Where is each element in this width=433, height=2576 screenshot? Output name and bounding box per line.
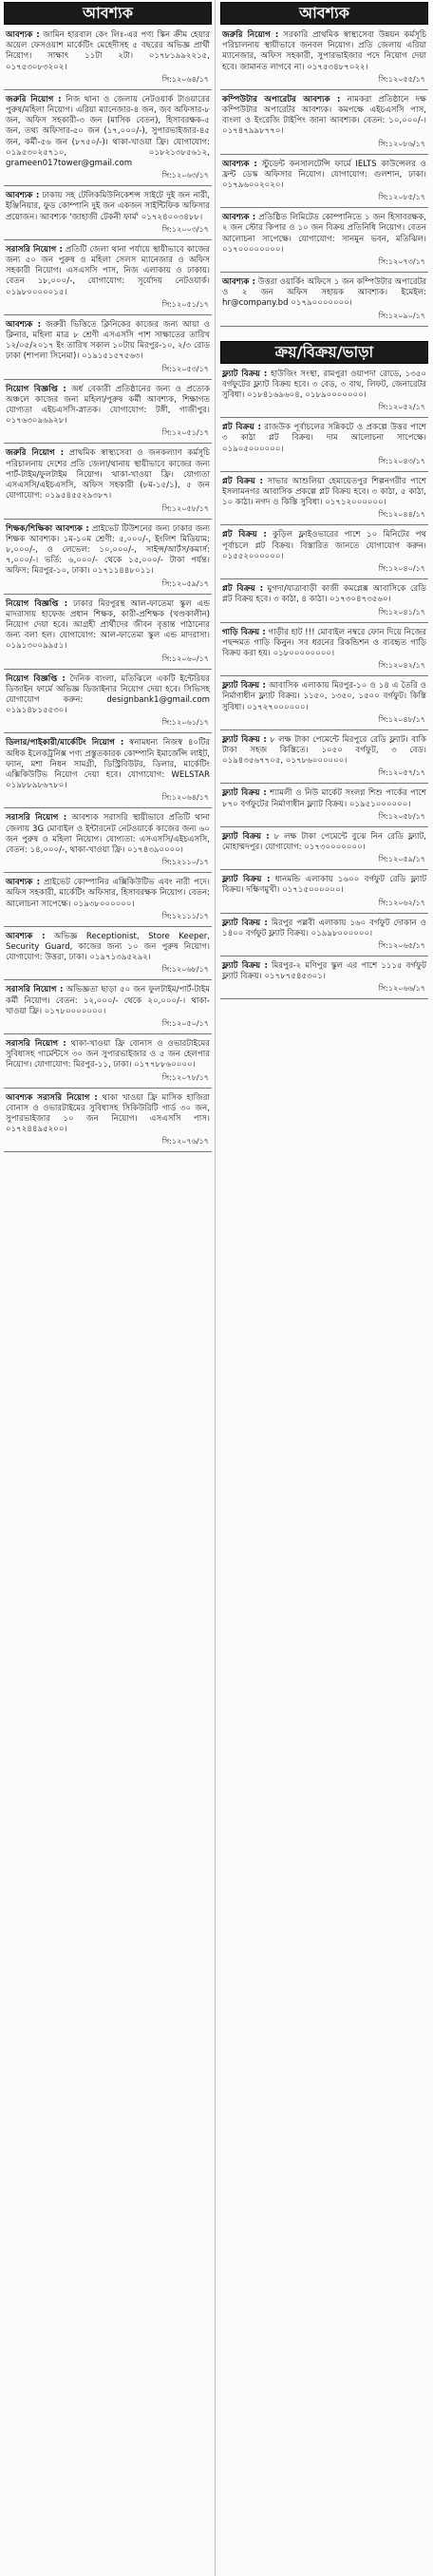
ad-reference-code: সি:১২০৬৬/১৭ [378, 984, 425, 994]
classified-ad: ফ্ল্যাট বিক্রয় : ৮ লক্ষ টাকা পেমেন্টে বুঝে নিন রেডি ফ্ল্যাট, মোহাম্মদপুর। যোগাযোগ: ০১৭৩০০০০০০০। [222, 831, 426, 852]
classified-ad: প্লট বিক্রয় : সাভার আশুলিয়া হেমায়েতপুর শিল্পনগরীর পাশে ইসলামনগর আবাসিক প্রকল্পে প্লট বিক্রয় হবে। ৩ কাঠা, ৫ কাঠা, ১০ কাঠা। নগদ ও কিস্তি সুবিধা। ০১৭১২০০০০০০। [222, 476, 427, 508]
classified-ad: সরাসরি নিয়োগ : থাকা-খাওয়া ফ্রি বোনাস ও ওভারটাইমের সুবিধাসহ গার্মেন্টসে ৩০ জন সুপারভাইজার ও ৫ জন হেলপার নিয়োগ। যোগাযোগ: মিরপুর-১১, ঢাকা। ০১৭৭৮৮৬০০০০। [6, 1039, 210, 1070]
classified-ad: আবশ্যক সরাসরি নিয়োগ : থাকা খাওয়া ফ্রি মাসিক হাজিরা বোনাস ও ওভারটাইমের সুবিধাসহ সিকিউরিটি গার্ড ৩০ জন, সুপারভাইজার ১০ জন নিয়োগ। এসএসসি পাস। ০১৭২৪৪৯৫২০০। [6, 1092, 211, 1135]
classified-ad: আবশ্যক : উত্তরা ওয়ার্কিং অফিসে ১ জন কম্পিউটার অপারেটর ও ২ জন অফিস সহায়ক আবশ্যক। ইমেইল: hr@company.bd ০১৭৯০০০০০০০। [222, 277, 426, 309]
ad-separator [220, 729, 428, 730]
ad-reference-code: সি:১২০৫৭/১৭ [378, 768, 425, 778]
classified-ad: আবশ্যক : জামিন হারবাল কেং লিঃ-এর পণ্য স্কিন ক্রীম হেয়ার অয়েল ফেসওয়াশ মার্কেটিং মেহেদীসহ ৫ বছরের অভিজ্ঞ প্রার্থী নিয়োগ। সাক্ষাৎ ১১টা ২টা। ০১৭৮১৯৯২২১৫, ০১৭৫৩০৮৩২০২। [6, 30, 210, 72]
ad-reference-code: সি:১২০৪৮/১৭ [378, 714, 425, 724]
ad-separator [220, 998, 428, 999]
ad-reference-code: সি:১২০৭৮/১৭ [161, 1072, 209, 1082]
ad-reference-code: সি:১২০৪৪/১৭ [378, 510, 425, 520]
ad-reference-code: সি:১২০৫৫/১৭ [378, 74, 425, 84]
ad-separator [4, 872, 212, 873]
classified-ad: জরুরি নিয়োগ : নিজ থানা ও জেলায় নেটওয়ার্ক টাওয়ারের পুরুষ/মহিলা নিয়োগ। এরিয়া ম্যানেজার-৪ জন, জব অফিসার-৮ জন, অফিস সহকারী-৩ জন (মাসিক বেতন), হিসাবরক্ষক-৫ জন, তথ্য অফিসার-৫০ জন (১৭,০০০/-), সুপারভাইজার-৪৫ জন, কর্মী-৫৬ জন (৮৭৫০/-)। থাকা-খাওয়া ফ্রি। যোগাযোগ: ০১৯৫৩০২৫৭১০, ০১৮২১৩৮৫৬১২, grameen017tower@gmail.com [6, 94, 210, 169]
ad-separator [4, 1033, 212, 1034]
ad-reference-code: সি:১২০৪১/১৭ [378, 607, 425, 616]
right-column [220, 0, 428, 1002]
ad-reference-code: সি:১২০৫৯/১৭ [161, 578, 209, 588]
ad-reference-code: সি:১২০৬৪/১৭ [161, 793, 209, 803]
classified-ad: সরাসরি নিয়োগ : প্রতিটি জেলা থানা পর্যায়ে স্থায়ীভাবে কাজের জন্য ৫০ জন পুরুষ ও মহিলা সেলস ম্যানেজার ও অফিস সহকারী নিয়োগ। এসএসসি পাস, নিজ এলাকায় ও ঢাকায়। বেতন ১৮,০০০/-, যোগাযোগ: সূর্যোদয় নেটওয়ার্ক। ০১৯৮০০০০০১৫। [6, 244, 210, 297]
classified-ad: ফ্ল্যাট বিক্রয় : মিরপুর-২ মণিপুর স্কুল এর পাশে ১১১৫ বর্গফুট ফ্ল্যাট বিক্রয়। ০১৭৮৭৫৪৫৩০১। [222, 960, 426, 982]
ad-reference-code: সি:১২০৫১/১৭ [161, 299, 209, 309]
right-ads-list [220, 28, 428, 327]
ad-separator [4, 443, 212, 444]
ad-separator [4, 239, 212, 240]
ad-separator [220, 578, 428, 579]
ad-reference-code: সি:১২০৪০/১৭ [378, 564, 425, 574]
classified-ad: কম্পিউটার অপারেটর আবশ্যক : নামকরা প্রতিষ্ঠানে দক্ষ কম্পিউটার অপারেটর আবশ্যক। কমপক্ষে এইচএসসি পাস, বাংলা ও ইংরেজি টাইপিং জানা আবশ্যক। বেতন: ১০,০০০/-। ০১৭৪৭৯৯৮৭৭০। [222, 94, 426, 137]
ad-separator [220, 417, 428, 418]
ad-reference-code: সি:১২০৬২/১৭ [378, 898, 425, 907]
classified-ad: গাড়ি বিক্রয় : গাড়ীর হাট !!! মোবাইল নম্বরে ফোন দিয়ে নিজের পছন্দমত গাড়ি কিনুন। সব ধরনের রিকন্ডিশন ও ব্যবহৃত গাড়ি বিক্রয় করা হয়। ০১৮০০০০০০০০। [222, 627, 426, 658]
ad-reference-code: সি:১২০৬৪/১৭ [161, 74, 209, 84]
section-heading-wanted-left: আবশ্যক [4, 2, 212, 25]
classified-ad: ফ্ল্যাট বিক্রয় : মিরপুর পল্লবী এলাকায় ১৬০ বর্গফুট দোকান ও ১৪০০ বর্গফুট ফ্ল্যাট বিক্রয়। ০১৯৯৮০০০০০০। [222, 918, 426, 938]
left-column [4, 0, 212, 1155]
ad-separator [4, 669, 212, 670]
classified-ad: আবশ্যক : প্রতিষ্ঠিত লিমিটেড কোম্পানিতে ১ জন হিসাবরক্ষক, ২ জন স্টোর কিপার ও ১০ জন বিক্রয় প্রতিনিধি নিয়োগ। বেতন আলোচনা সাপেক্ষে। যোগাযোগ: সানমুন ভবন, মতিঝিল। ০১৭০০০০০০০০। [222, 213, 427, 255]
classified-ad: নিয়োগ বিজ্ঞপ্তি : দৈনিক বাংলা, মতিঝিলে একটি ইন্টেরিয়র ডিজাইন ফার্মে অভিজ্ঞ ডিজাইনার নিয়োগ দেয়া হবে। সিভিসহ যোগাযোগ করুন: designbank1@gmail.com ০১৯১৪৮১৫৫৩০। [6, 673, 210, 716]
classified-ad: ফ্ল্যাট বিক্রয় : আবাসিক এলাকায় মিরপুর-১০ ও ১৪ এ তৈরি ও নির্মাণাধীন ফ্ল্যাট বিক্রয়। ১১৫০, ১৩৫০, ১৫০০ বর্গফুট। কিস্তি সুবিধা। ০১৭২৭০০০০০০। [222, 681, 426, 712]
classified-ad: ডিলার/পাইকারী/মার্কেটিং নিয়োগ : স্বনামধন্য নিজস্ব ৪০টির অধিক ইলেকট্রনিক্স পণ্য প্রস্তুতকারক কোম্পানি ইমার্জেন্সি লাইট, ফ্যান, মশা নিধন সামগ্রী, ডিস্ট্রিবিউটর, ডিলার, মার্কেটিং এক্সিকিউটিভ নিয়োগ দেয়া হবে। যোগাযোগ: WELSTAR ০১৯৮৮৯৮৬৭৮০। [6, 738, 210, 791]
ad-reference-code: সি:১২১১১/১৭ [161, 911, 209, 920]
classified-ad: আবশ্যক : প্রাইভেট কোম্পানির এক্সিকিউটিভ এবং নারী পদে। অফিস সহকারী, মার্কেটিং অফিসার, হিসাবরক্ষক নিয়োগ। বেতন: আলোচনা সাপেক্ষে। ০১৯৩৮০০০০০০। [6, 878, 211, 909]
classified-ad: জরুরি নিয়োগ : প্রাথমিক স্বাস্থ্যসেবা ও জনকল্যাণ কর্মসূচি পরিচালনায় দেশের প্রতি জেলা/থানায় স্থায়ীভাবে কাজের জন্য পার্ট-টাইম/ফুলটাইম নিয়োগ। থাকা-খাওয়া ফ্রি। যোগ্যতা এসএসসি/এইচএসসি, অফিস সহকারী (৮ম-১৫/১), ৫ জন যোগাযোগ: ০১৯৫৪৫৫২৯৩৮৭। [6, 448, 210, 502]
ad-separator [220, 326, 428, 327]
ad-reference-code: সি:১২১১০/১৭ [161, 858, 209, 867]
ad-separator [220, 956, 428, 957]
ad-reference-code: সি:১২০৬১/১৭ [161, 718, 209, 728]
ad-separator [220, 89, 428, 90]
classified-ad: প্লট বিক্রয় : মুগদা/যাত্রাবাড়ী কাজী কমপ্লেক্স আবাসিকে রেডি প্লট বিক্রয় হবে। ৩ কাঠা, ৪ কাঠা। ০১৭৩০৪৭৩৫৬০। [222, 584, 426, 605]
ad-separator [220, 913, 428, 914]
section-heading-wanted-right: আবশ্যক [220, 2, 428, 25]
ad-reference-code: সি:১২০০৩/১৭ [161, 224, 209, 234]
ad-reference-code: সি:১২০৬০/১৭ [161, 653, 209, 663]
ad-reference-code: সি:১২০৬৮/১৭ [161, 965, 209, 975]
ad-separator [220, 675, 428, 676]
ad-separator [220, 471, 428, 472]
ad-separator [4, 314, 212, 315]
ad-reference-code: সি:১২০৯০/১৭ [378, 311, 425, 320]
ad-separator [4, 926, 212, 927]
ad-separator [220, 869, 428, 870]
ad-reference-code: সি:১২০৪২/১৭ [378, 661, 425, 671]
ad-separator [4, 807, 212, 808]
ad-reference-code: সি:১২০৫৮/১৭ [378, 811, 425, 821]
ad-separator [220, 154, 428, 155]
ad-reference-code: সি:১২০৫৩/১৭ [161, 364, 209, 373]
classified-ad: নিয়োগ বিজ্ঞপ্তি : অর্ধ বেকারী প্রতিষ্ঠানের জন্য ও প্রত্যেক অঞ্চলে কাজের জন্য মহিলা/পুরুষ কর্মী আবশ্যক, শিক্ষাগত যোগ্যতা এইচএসসি-স্নাতক। যোগাযোগ: টঙ্গী, গাজীপুর। ০১৭৬৩০৯৬৯২৮। [6, 384, 210, 426]
ad-reference-code: সি:১২০৮৬/১৭ [378, 139, 425, 148]
ad-separator [4, 519, 212, 520]
ad-reference-code: সি:১২০৬৫/১৭ [378, 940, 425, 950]
classified-ad: জরুরি নিয়োগ : সরকারি প্রাথমিক স্বাস্থ্যসেবা উন্নয়ন কর্মসূচি পরিচালনায় স্থায়ীভাবে জনবল নিয়োগ। প্রতি জেলায় এরিয়া ম্যানেজার, অফিস সহকারী, সুপারভাইজার পদে নিয়োগ দেয়া হবে। জামানত লাগবে না। ০১৭৫৩৪৮৭০২২। [222, 30, 427, 72]
classified-ad: ফ্ল্যাট বিক্রয় : শ্যামলী ও নিউ মার্কেট সংলগ্ন শিশু পার্কের পাশে ৮৭০ বর্গফুটের নির্মাণাধীন ফ্ল্যাট বিক্রয়। ০১৯৫১০০০০০০। [222, 788, 426, 809]
ad-separator [4, 594, 212, 595]
ad-separator [4, 1151, 212, 1152]
classified-ad: আবশ্যক : ঢাকায় সহ টেলিকমিউনিকেশন্স সাইটে দুই জন নারী, ইঞ্জিনিয়ার, ফুড কোম্পানি দুই জন একজন সাইন্টিফিক অফিসার প্রয়োজন। আবশ্যক 'জাহাজী টেকনী ফার্ম' ০১৭২৪০০৩৪৮৮। [6, 191, 211, 222]
ad-separator [220, 826, 428, 827]
ad-reference-code: সি:১২০৮৫/১৭ [378, 193, 425, 202]
classified-ad: আবশ্যক : অভিজ্ঞ Receptionist, Store Keeper, Security Guard, কাজের জন্য ১০ জন পুরুষ নিয়োগ। যোগাযোগ: উত্তরা, ঢাকা। ০১৯৭১৩৯৫২৯২। [6, 931, 210, 963]
classified-ad: প্লট বিক্রয় : কুড়িল ফ্লাইওভারের পাশে ১০ মিনিটের পথ পূর্বাচলে প্লট বিক্রয়। বিস্তারিত জানতে যোগাযোগ করুন। ০১৫৫২০০০০০০। [222, 530, 427, 561]
ad-separator [220, 783, 428, 784]
classified-ad: আবশ্যক : স্টুডেন্ট কনসালটেন্সি ফার্মে IELTS কাউন্সেলর ও ফ্রন্ট ডেস্ক অফিসার নিয়োগ। যোগাযোগ: গুলশান, ঢাকা। ০১৭৯৬০০২০২০। [222, 159, 426, 191]
ad-separator [220, 524, 428, 525]
classified-ad: সরাসরি নিয়োগ : আবশ্যক সরাসরি স্থায়ীভাবে প্রতিটি থানা জেলায় 3G মোবাইল ও ইন্টারনেট নেটওয়ার্কে কাজের জন্য ৬০ জন পুরুষ ও মহিলা নিয়োগ। যোগ্যতা: এসএসসি/এইচএসসি, বেতন: ১৪,০০০/-, থাকা-খাওয়া ফ্রি। ০১৭৪৩৯০০০০। [6, 813, 210, 855]
ad-separator [4, 379, 212, 380]
ad-reference-code: সি:১২০৭৩/১৭ [378, 257, 425, 267]
classified-ad: ফ্ল্যাট বিক্রয় : হাউজিং সংস্থা, রামপুরা ওয়াপদা রোডে, ১৩৫০ বর্গফুটের ফ্ল্যাট বিক্রয় হবে। ৩ বেড, ৩ বাথ, লিফট, জেনারেটর সুবিধা। ০১৮৪১৬৯৬০৪, ০১৮৯০০০০০০০। [222, 369, 426, 401]
ad-reference-code: সি:১২০৫২/১৭ [378, 403, 425, 412]
ad-separator [4, 89, 212, 90]
ad-separator [4, 979, 212, 980]
section-heading-buy-sell-rent: ক্রয়/বিক্রয়/ভাড়া [220, 341, 428, 364]
ad-separator [4, 732, 212, 733]
classified-ad: আবশ্যক : জরুরী ভিত্তিতে ক্লিনিকের কাজের জন্য আয়া ও ক্লিনার, মহিলা মাত্র ৮ শ্রেণী এসএসসি পাশ সাক্ষাতের তারিখ ১২/০৫/২০১৭ ইং তারিখ সকাল ১০টায় মিরপুর-১০, ২/৩ রোড ঢাকা (শাপলা সিনেমা)। ০১৯১৫১৫৭৫৬৩। [6, 319, 211, 362]
ad-separator [220, 207, 428, 208]
classified-ad: ফ্ল্যাট বিক্রয় : ৮ লক্ষ টাকা পেমেন্টে মিরপুরে রেডি ফ্ল্যাট। বাকি টাকা সহজ কিস্তিতে। ১০৫০ বর্গফুট, ৩ বেড। ০১৯৪৩৫৬৭৭০৫, ০১৭৮৬০০০০০০। [222, 734, 426, 767]
ad-reference-code: সি:১২০৪৩/১৭ [378, 456, 425, 465]
ad-separator [220, 272, 428, 273]
ad-reference-code: সি:১২০৫১/১৭ [161, 428, 209, 438]
ad-separator [4, 185, 212, 186]
left-ads-list [4, 28, 212, 1152]
ad-reference-code: সি:১২০৫৯/১৭ [378, 855, 425, 864]
ad-reference-code: সি:১২০৬৩/১৭ [161, 171, 209, 180]
ad-reference-code: সি:১২০৭৬/১৭ [161, 1137, 209, 1146]
buy-sell-ads-list [220, 368, 428, 1000]
ad-reference-code: সি:১২০৫৮/১৭ [161, 503, 209, 513]
ad-reference-code: সি:১২০৫০/১৭ [161, 1019, 209, 1028]
classified-ad: প্লট বিক্রয় : রাজউক পূর্বাচলের সন্নিকটে ও প্রকল্পে উত্তর পাশে ৩ কাঠা প্লট বিক্রয়। দাম আলোচনা সাপেক্ষে। ০১৯০৫০০০০০০। [222, 423, 426, 454]
classified-ad: নিয়োগ বিজ্ঞপ্তি : ঢাকার মিরপুরস্থ আল-ফাতেমা স্কুল এন্ড মাদরাসায় হাফেজ প্রধান শিক্ষক, কারী-প্রশিক্ষক (খণ্ডকালীন) নিয়োগ দেয়া হবে। আগ্রহী প্রার্থীদের জীবন বৃত্তান্ত পাঠানোর জন্য বলা হল। যোগাযোগ: আল-ফাতেমা স্কুল এন্ড মাদরাসা। ০১৯১৩০০৯৯৫১। [6, 598, 210, 652]
classified-ad: ফ্ল্যাট বিক্রয় : ধানমন্ডি এলাকায় ১৬০০ বর্গফুট রেডি ফ্ল্যাট বিক্রয়। দক্ষিণমুখী। ০১৭১৫০০০০০০। [222, 875, 427, 896]
classified-ad: সরাসরি নিয়োগ : অভিজ্ঞতা ছাড়া ৫০ জন ফুলটাইম/পার্ট-টাইম কর্মী নিয়োগ। বেতন: ১২,০০০/- থেকে ২০,০০০/-। থাকা-খাওয়া ফ্রি। ০১৭৮০০০০০০০। [6, 985, 210, 1016]
column-divider [215, 0, 216, 2576]
ad-separator [220, 622, 428, 623]
classified-ad: শিক্ষক/শিক্ষিকা আবশ্যক : প্রাইভেট টিউশনের জন্য ঢাকার জন্য শিক্ষক আবশ্যক। ১ম-১০ম শ্রেণী: ৫,০০০/-, ইংলিশ মিডিয়াম: ৮,০০০/-, ও লেভেল: ১০,০০০/-, সাইন্স/আর্টস/কমার্স: ৭,০০০/-। ভর্তি: ৬,০০০/- থেকে ১৫,০০০/- টাকা পর্যন্ত। অফিস: মিরপুর-১০, ঢাকা। ০১৭১১৪৪৮০১১। [6, 523, 210, 577]
ad-separator [4, 1088, 212, 1089]
